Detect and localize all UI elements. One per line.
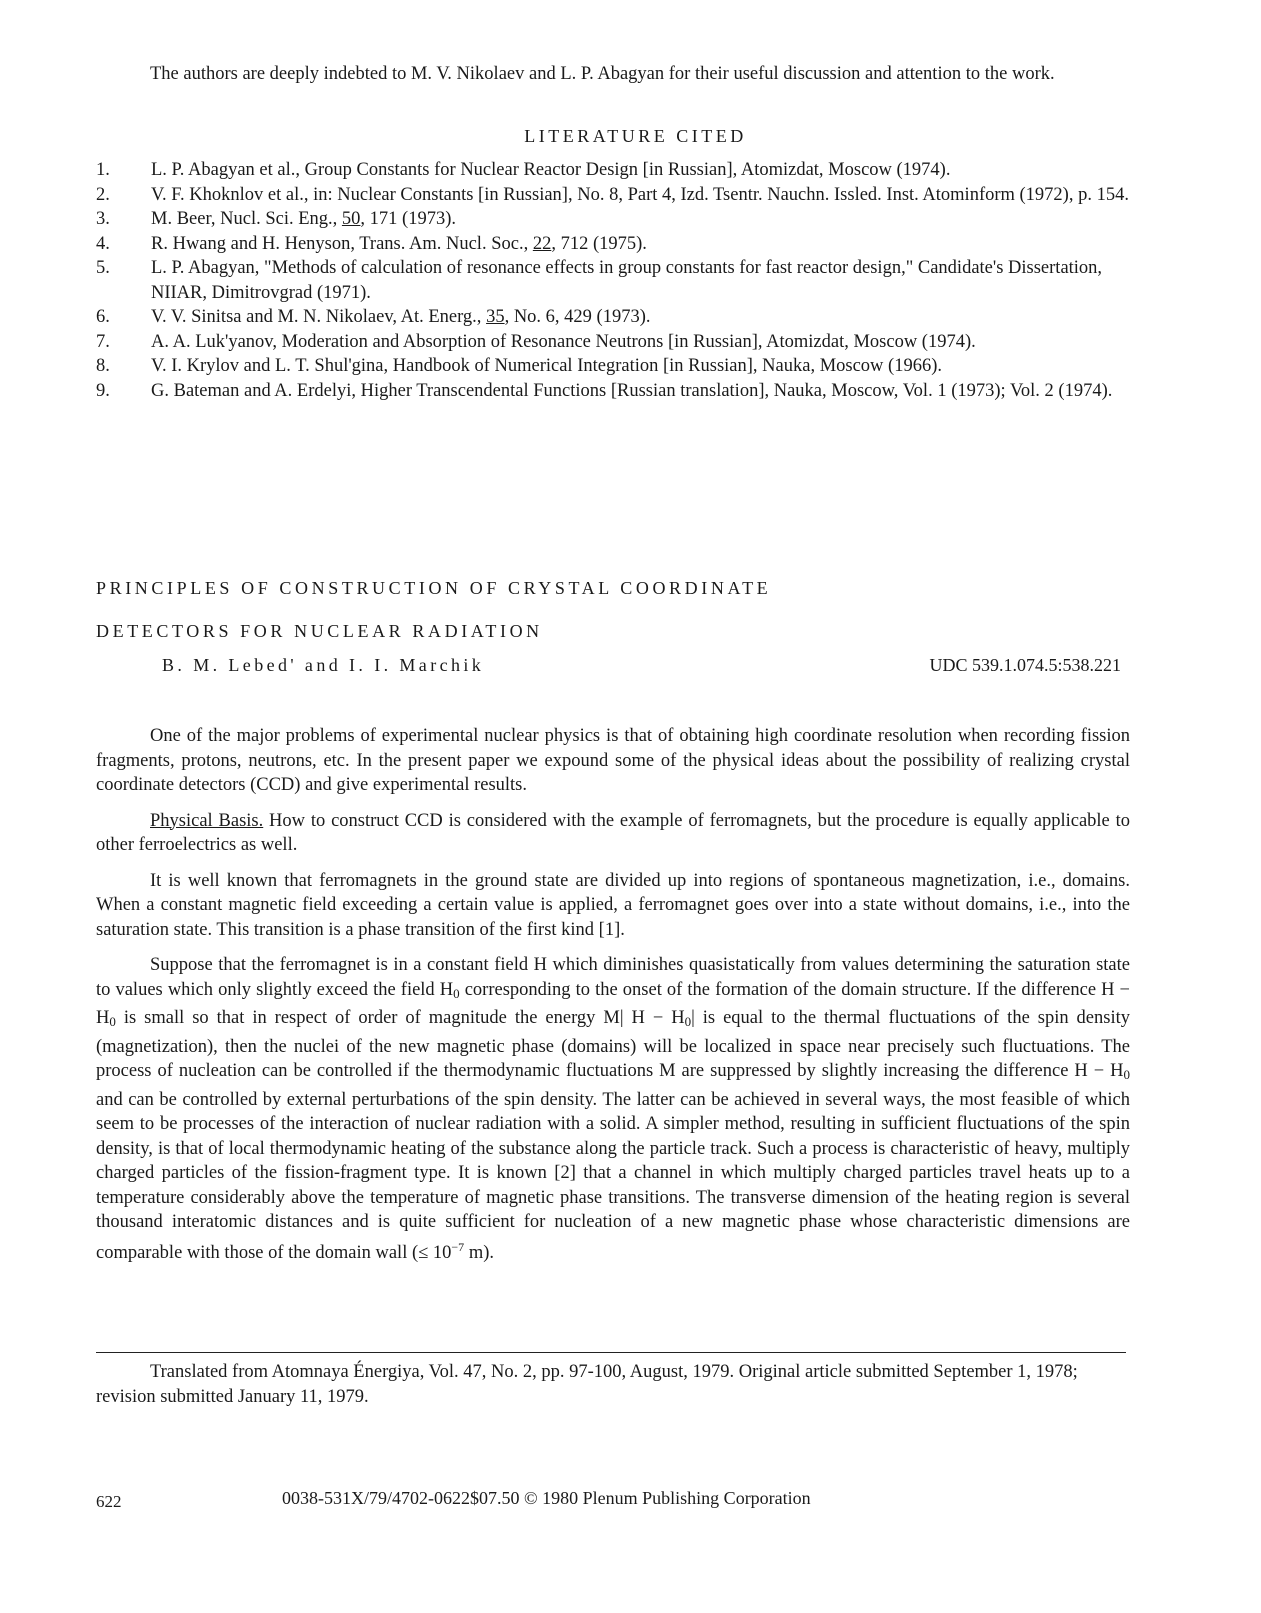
reference-number: 1. — [96, 160, 110, 180]
reference-citation: R. Hwang and H. Henyson, Trans. Am. Nucl. Soc., — [151, 233, 533, 254]
paragraph-nucleation — [96, 953, 1130, 1265]
paragraph-text: and can be controlled by external perturbations of the spin density. The latter can be achieved in several ways, the most feasible of which seem to be processes of the interaction of nuclear radiation with a solid. A simpler method, resulting in sufficient fluctuations of the spin density, is that of local thermodynamic heating of the substance along the particle track. Such a process is characteristic of heavy, multiply charged particles of the fission-fragment type. It is known [2] that a channel in which multiply charged particles travel heats up to a temperature considerably above the temperature of magnetic phase transitions. The transverse dimension of the heating region is several thousand interatomic distances and is quite sufficient for nucleation of a new magnetic phase whose characteristic dimensions are comparable with those of the domain wall (≤ 10 — [96, 1089, 1130, 1263]
paragraph-text: corresponding to the onset of the formation of the domain structure. If the difference H − H — [96, 979, 1130, 1028]
reference-text — [151, 330, 1130, 355]
reference-citation: L. P. Abagyan, "Methods of calculation of resonance effects in group constants for fast reactor design," Candidate's Dissertation, NIIAR, Dimitrovgrad (1971). — [151, 258, 1103, 303]
superscript: −7 — [451, 1239, 465, 1254]
reference-item — [96, 256, 1130, 305]
translation-footnote: Translated from Atomnaya Énergiya, Vol. 47, No. 2, pp. 97-100, August, 1979. Original article submitted September 1, 1978; revision submitted January 11, 1979. — [96, 1362, 1078, 1407]
reference-text — [151, 354, 1130, 379]
reference-item — [96, 158, 1130, 183]
paragraph-domains: It is well known that ferromagnets in the ground state are divided up into regions of spontaneous magnetization, i.e., domains. When a constant magnetic field exceeding a certain value is applied, a ferromagnet goes over into a state without domains, i.e., into the saturation state. This transition is a phase transition of the first kind [1]. — [96, 870, 1130, 940]
reference-volume: 22 — [532, 233, 552, 254]
reference-citation: L. P. Abagyan et al., Group Constants for Nuclear Reactor Design [in Russian], Atomizdat, Moscow (1974). — [151, 160, 951, 180]
reference-citation: V. F. Khoknlov et al., in: Nuclear Constants [in Russian], No. 8, Part 4, Izd. Tsentr. Nauchn. Issled. Inst. Atominform (1972), p. 154. — [151, 184, 1129, 205]
reference-item — [96, 305, 1130, 330]
reference-volume: 50 — [341, 209, 361, 229]
article-title — [96, 567, 1096, 653]
paragraph-text: Suppose that the ferromagnet is in a constant field H which diminishes quasistatically from values determining the saturation state to values which only slightly exceed the field H — [96, 955, 1130, 1000]
subscript: 0 — [684, 1014, 692, 1029]
reference-text — [151, 183, 1130, 208]
article-authors: B. M. Lebed' and I. I. Marchik — [162, 655, 485, 675]
copyright-line: 0038-531X/79/4702-0622$07.50 © 1980 Plenum Publishing Corporation — [282, 1488, 811, 1508]
subscript: 0 — [453, 985, 460, 1001]
footnote-divider — [96, 1352, 1126, 1353]
subscript: 0 — [1123, 1067, 1130, 1082]
article-body — [96, 724, 1130, 1276]
reference-item — [96, 232, 1130, 257]
section-heading: Physical Basis. — [150, 810, 264, 831]
reference-list — [96, 158, 1130, 403]
article-title-line: PRINCIPLES OF CONSTRUCTION OF CRYSTAL COORDINATE — [96, 578, 772, 598]
reference-item — [96, 330, 1130, 355]
reference-text — [151, 379, 1130, 404]
reference-citation: G. Bateman and A. Erdelyi, Higher Transcendental Functions [Russian translation], Nauka, Moscow, Vol. 1 (1973); Vol. 2 (1974). — [151, 380, 1113, 401]
udc-code: UDC 539.1.074.5:538.221 — [929, 655, 1121, 675]
paragraph-text: | is equal to the thermal fluctuations of the spin density (magnetization), then the nuclei of the new magnetic phase (domains) will be localized in space near precisely such fluctuations. The process of nucleation can be controlled if the thermodynamic fluctuations M are suppressed by slightly increasing the difference H − H — [96, 1008, 1130, 1081]
article-title-line: DETECTORS FOR NUCLEAR RADIATION — [96, 621, 543, 641]
reference-pages: , No. 6, 429 (1973). — [504, 307, 651, 327]
paragraph-text: is small so that in respect of order of magnitude the energy M| H − H — [115, 1008, 685, 1028]
literature-cited-heading: LITERATURE CITED — [524, 126, 747, 146]
reference-item — [96, 354, 1130, 379]
reference-citation: M. Beer, Nucl. Sci. Eng., — [151, 209, 342, 229]
reference-number: 5. — [96, 258, 110, 278]
reference-item — [96, 207, 1130, 232]
reference-number: 8. — [96, 356, 110, 376]
page-number: 622 — [96, 1492, 122, 1511]
reference-citation: A. A. Luk'yanov, Moderation and Absorption of Resonance Neutrons [in Russian], Atomizdat, Moscow (1974). — [151, 331, 976, 352]
reference-text — [151, 232, 1130, 257]
reference-pages: , 171 (1973). — [360, 209, 456, 229]
reference-number: 3. — [96, 209, 110, 229]
reference-text — [151, 158, 1130, 183]
paragraph-text: m). — [464, 1242, 494, 1263]
reference-number: 4. — [96, 233, 110, 254]
reference-item — [96, 379, 1130, 404]
reference-number: 2. — [96, 184, 110, 205]
paragraph-physical-basis — [96, 809, 1130, 858]
reference-text — [151, 305, 1130, 330]
reference-number: 7. — [96, 331, 110, 352]
paragraph-text: How to construct CCD is considered with the example of ferromagnets, but the procedure is equally applicable to other ferroelectrics as well. — [96, 810, 1130, 855]
reference-citation: V. V. Sinitsa and M. N. Nikolaev, At. Energ., — [151, 307, 487, 327]
acknowledgment: The authors are deeply indebted to M. V. Nikolaev and L. P. Abagyan for their useful discussion and attention to the work. — [150, 64, 1055, 84]
paragraph-intro: One of the major problems of experimental nuclear physics is that of obtaining high coordinate resolution when recording fission fragments, protons, neutrons, etc. In the present paper we expound some of the physical ideas about the possibility of realizing crystal coordinate detectors (CCD) and give experimental results. — [96, 726, 1130, 795]
reference-number: 9. — [96, 380, 110, 401]
reference-item — [96, 183, 1130, 208]
reference-pages: , 712 (1975). — [551, 233, 647, 254]
subscript: 0 — [109, 1014, 116, 1029]
reference-text — [151, 207, 1130, 232]
reference-citation: V. I. Krylov and L. T. Shul'gina, Handbook of Numerical Integration [in Russian], Nauka, Moscow (1966). — [151, 356, 942, 376]
reference-number: 6. — [96, 307, 110, 327]
reference-text — [151, 256, 1130, 305]
reference-volume: 35 — [486, 307, 505, 327]
